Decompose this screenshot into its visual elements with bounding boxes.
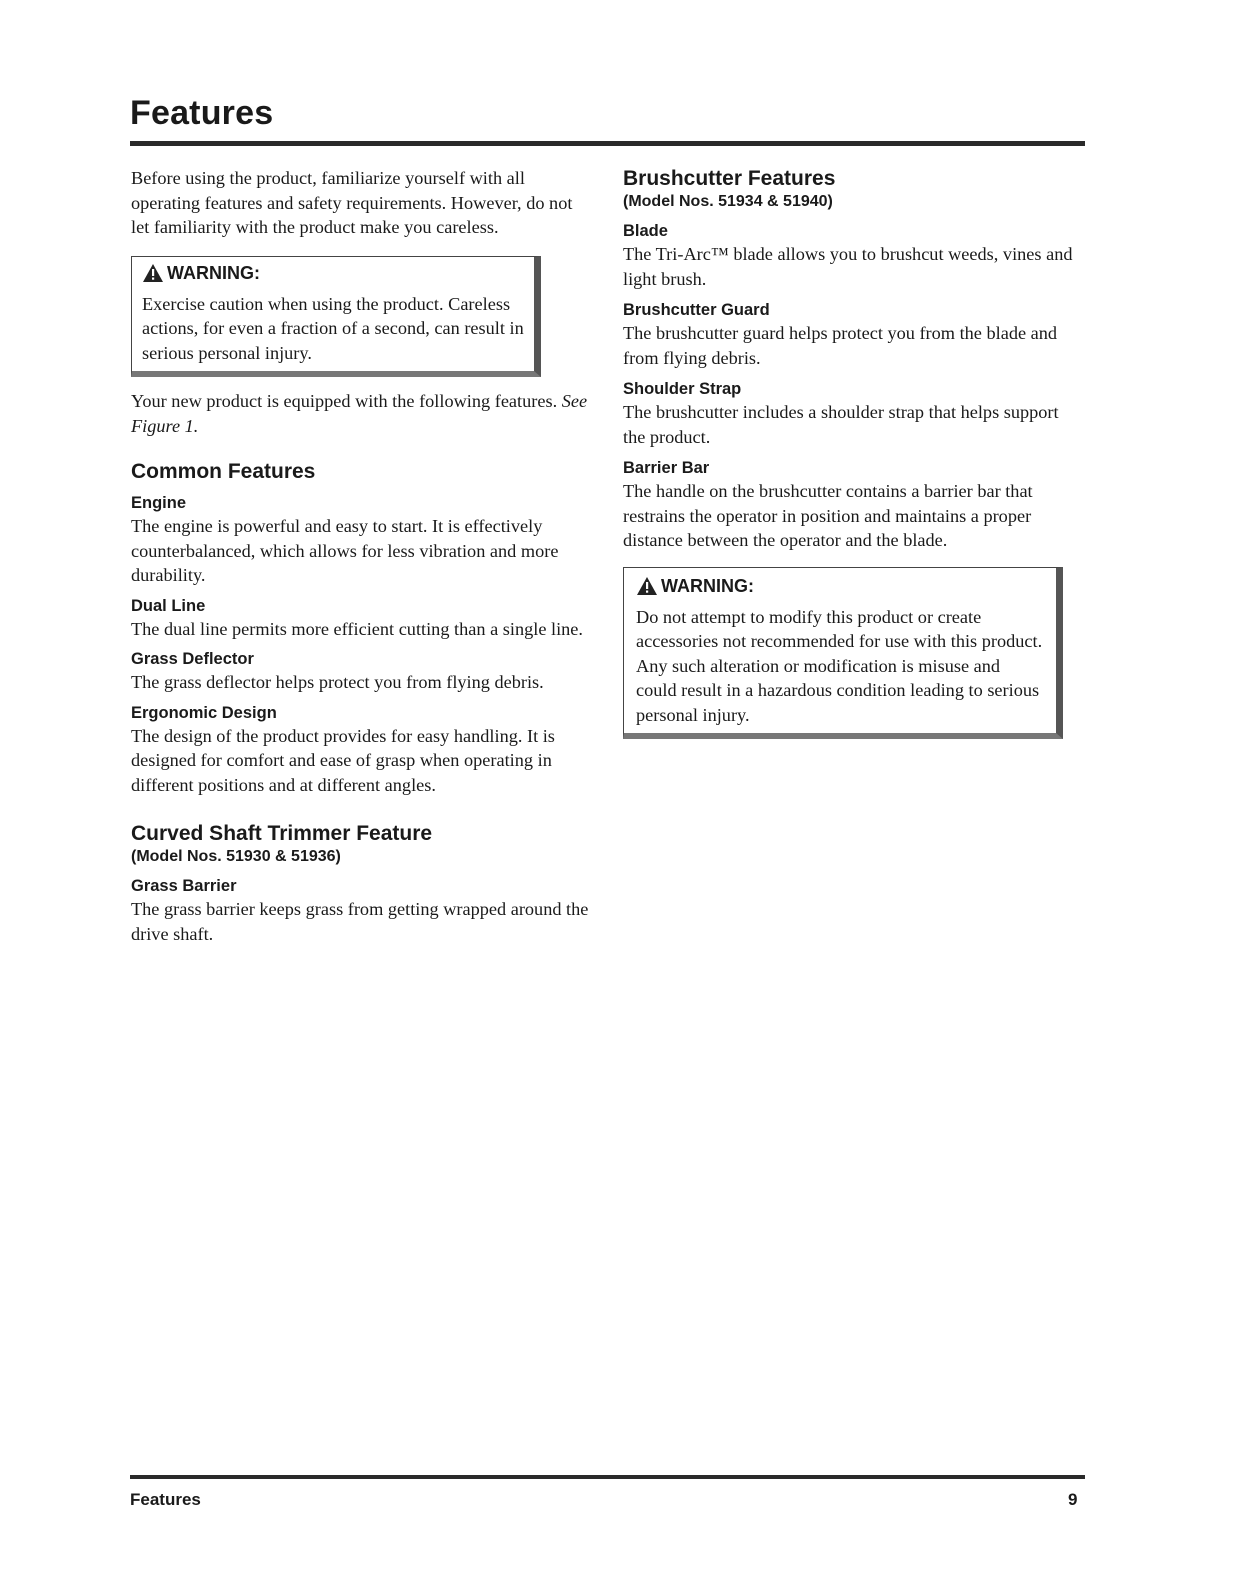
barrier-bar-text: The handle on the brushcutter contains a barrier bar that restrains the operator in position and maintains a proper distance between the operator and the blade. bbox=[623, 481, 1033, 550]
warning-triangle-icon bbox=[142, 263, 164, 283]
warning-header bbox=[636, 576, 1044, 597]
shoulder-strap-text: The brushcutter includes a shoulder strap that helps support the product. bbox=[623, 402, 1059, 447]
common-features-heading: Common Features bbox=[131, 460, 316, 483]
title-rule bbox=[130, 141, 1085, 146]
brushcutter-heading: Brushcutter Features bbox=[623, 167, 836, 190]
ergonomic-design-text: The design of the product provides for easy handling. It is designed for comfort and ease of grasp when operating in different positions and at different angles. bbox=[131, 725, 555, 795]
grass-deflector-text: The grass deflector helps protect you from flying debris. bbox=[131, 672, 544, 692]
barrier-bar-heading: Barrier Bar bbox=[623, 459, 710, 477]
dual-line-text: The dual line permits more efficient cutting than a single line. bbox=[131, 618, 583, 639]
curved-shaft-models: (Model Nos. 51930 & 51936) bbox=[131, 848, 341, 865]
warning-text: Exercise caution when using the product. Careless actions, for even a fraction of a second, can result in serious personal injury. bbox=[142, 293, 524, 363]
warning-label: WARNING: bbox=[167, 262, 260, 283]
footer-section-label: Features bbox=[130, 1490, 201, 1509]
blade-text: The Tri-Arc™ blade allows you to brushcut weeds, vines and light brush. bbox=[623, 244, 1073, 289]
warning-box-caution bbox=[131, 256, 541, 378]
grass-barrier-text: The grass barrier keeps grass from getting wrapped around the drive shaft. bbox=[131, 899, 589, 944]
page-number: 9 bbox=[1068, 1490, 1078, 1509]
warning-triangle-icon bbox=[636, 576, 658, 596]
grass-deflector-heading: Grass Deflector bbox=[131, 650, 254, 668]
warning-box-modify bbox=[623, 567, 1063, 740]
blade-heading: Blade bbox=[623, 222, 668, 240]
warning-label: WARNING: bbox=[661, 575, 754, 596]
brushcutter-models: (Model Nos. 51934 & 51940) bbox=[623, 193, 833, 210]
features-intro-text: Your new product is equipped with the following features. bbox=[131, 391, 558, 411]
ergonomic-design-heading: Ergonomic Design bbox=[131, 703, 277, 722]
page-title: Features bbox=[130, 94, 274, 132]
brushcutter-guard-text: The brushcutter guard helps protect you from the blade and from flying debris. bbox=[623, 323, 1058, 368]
dual-line-heading: Dual Line bbox=[131, 596, 206, 615]
shoulder-strap-heading: Shoulder Strap bbox=[623, 380, 742, 398]
engine-heading: Engine bbox=[131, 494, 187, 512]
figure-reference[interactable]: See Figure 1. bbox=[131, 391, 588, 436]
left-column bbox=[131, 166, 589, 946]
warning-header bbox=[142, 263, 524, 284]
grass-barrier-heading: Grass Barrier bbox=[131, 877, 237, 895]
curved-shaft-heading: Curved Shaft Trimmer Feature bbox=[131, 822, 433, 845]
footer-rule bbox=[130, 1475, 1085, 1479]
features-intro bbox=[131, 389, 589, 438]
warning-text: Do not attempt to modify this product or create accessories not recommended for use with this product. Any such alteration or modification is misuse and could result in a hazardous condition leading to serious personal injury. bbox=[636, 606, 1043, 725]
intro-paragraph: Before using the product, familiarize yourself with all operating features and safety requirements. However, do not let familiarity with the product make you careless. bbox=[131, 168, 573, 237]
engine-text: The engine is powerful and easy to start. It is effectively counterbalanced, which allows for less vibration and more durability. bbox=[131, 516, 559, 585]
brushcutter-guard-heading: Brushcutter Guard bbox=[623, 301, 770, 319]
right-column bbox=[623, 166, 1085, 739]
